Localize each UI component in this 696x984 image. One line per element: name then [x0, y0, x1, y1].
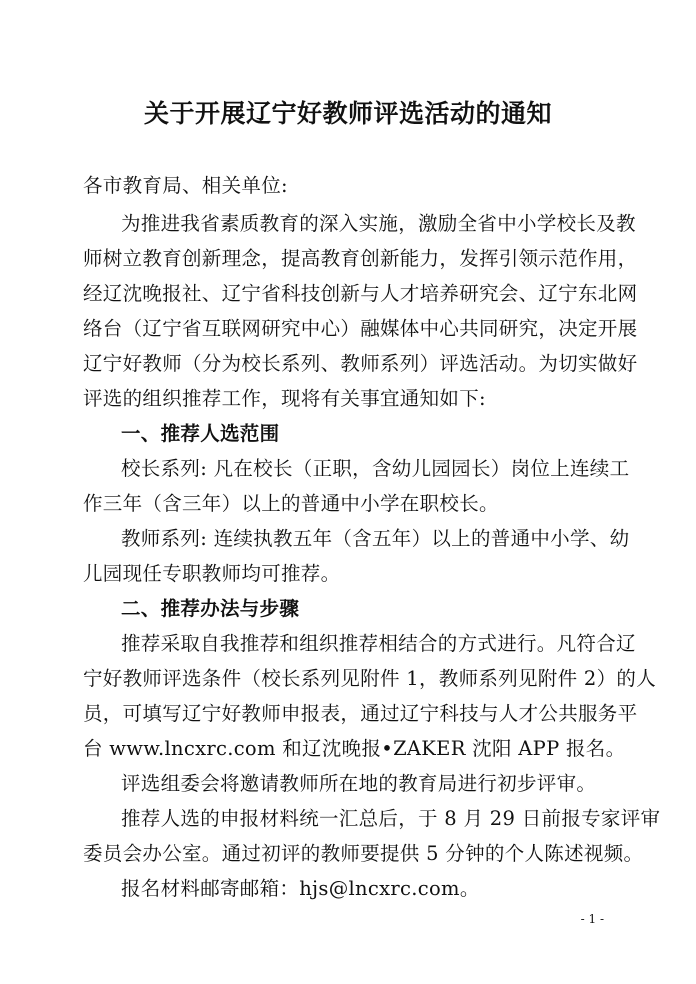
section-1-heading: 一、推荐人选范围 — [121, 422, 280, 445]
method-line: 员，可填写辽宁好教师申报表，通过辽宁科技与人才公共服务平 — [83, 702, 638, 725]
method-line: 台 www.lncxrc.com 和辽沈晚报•ZAKER 沈阳 APP 报名。 — [83, 737, 626, 760]
submission-line: 推荐人选的申报材料统一汇总后，于 8 月 29 日前报专家评审 — [121, 807, 661, 830]
section-2-heading: 二、推荐办法与步骤 — [121, 597, 300, 620]
intro-line: 评选的组织推荐工作，现将有关事宜通知如下: — [83, 387, 486, 410]
intro-line: 辽宁好教师（分为校长系列、教师系列）评选活动。为切实做好 — [83, 352, 638, 375]
intro-line: 经辽沈晚报社、辽宁省科技创新与人才培养研究会、辽宁东北网 — [83, 282, 638, 305]
document-title: 关于开展辽宁好教师评选活动的通知 — [143, 99, 552, 128]
intro-line: 师树立教育创新理念，提高教育创新能力，发挥引领示范作用， — [83, 247, 638, 270]
principal-series-line: 校长系列: 凡在校长（正职，含幼儿园园长）岗位上连续工 — [121, 457, 630, 480]
review-line: 评选组委会将邀请教师所在地的教育局进行初步评审。 — [121, 772, 597, 795]
salutation: 各市教育局、相关单位: — [83, 174, 288, 197]
submission-line: 委员会办公室。通过初评的教师要提供 5 分钟的个人陈述视频。 — [83, 842, 644, 865]
page-number: - 1 - — [580, 912, 604, 926]
method-line: 推荐采取自我推荐和组织推荐相结合的方式进行。凡符合辽 — [121, 632, 636, 655]
teacher-series-line: 儿园现任专职教师均可推荐。 — [83, 562, 341, 585]
intro-line: 为推进我省素质教育的深入实施，激励全省中小学校长及教 — [121, 212, 636, 235]
principal-series-line: 作三年（含三年）以上的普通中小学在职校长。 — [83, 492, 499, 515]
email-line: 报名材料邮寄邮箱：hjs@lncxrc.com。 — [121, 877, 480, 900]
teacher-series-line: 教师系列: 连续执教五年（含五年）以上的普通中小学、幼 — [121, 527, 630, 550]
intro-line: 络台（辽宁省互联网研究中心）融媒体中心共同研究，决定开展 — [83, 317, 638, 340]
method-line: 宁好教师评选条件（校长系列见附件 1，教师系列见附件 2）的人 — [83, 667, 657, 690]
